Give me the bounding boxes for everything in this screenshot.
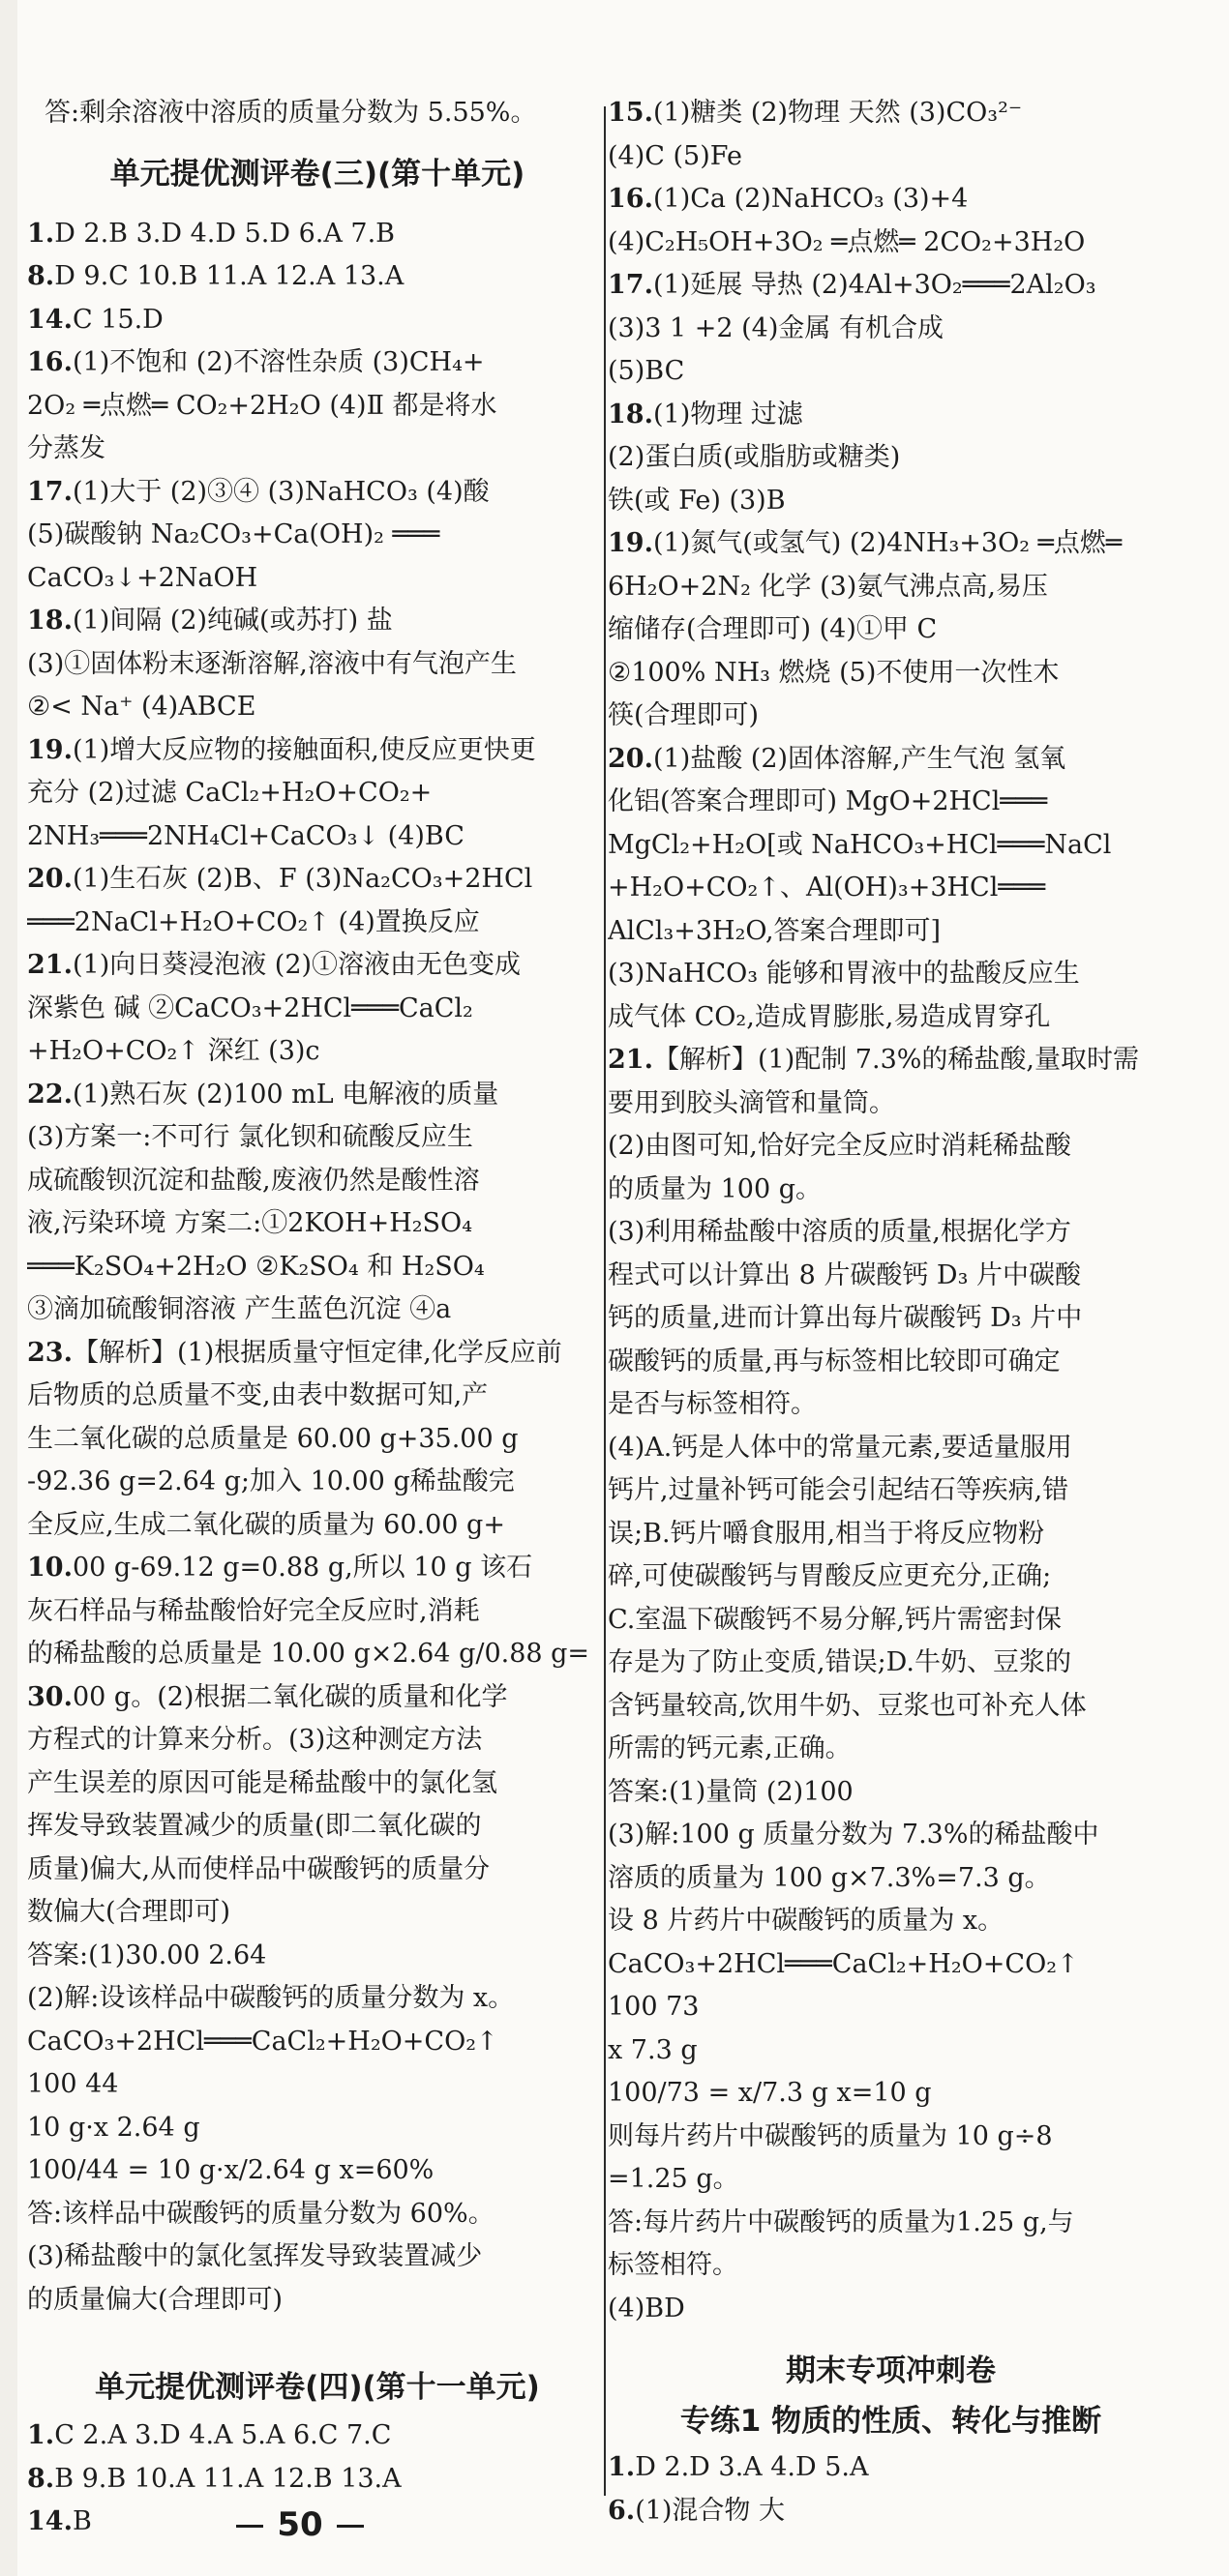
answer-line: 碎,可使碳酸钙与胃酸反应更充分,正确; xyxy=(608,1561,1052,1591)
answer-line: 2O₂ ═点燃═ CO₂+2H₂O (4)Ⅱ 都是将水 xyxy=(27,390,497,421)
answer-line: =1.25 g。 xyxy=(608,2164,739,2194)
answer-line: 答案:(1)30.00 2.64 xyxy=(27,1939,267,1970)
answer-line: 后物质的总质量不变,由表中数据可知,产 xyxy=(27,1380,489,1410)
answer-line: 产生误差的原因可能是稀盐酸中的氯化氢 xyxy=(27,1767,497,1798)
answer-line: 筷(合理即可) xyxy=(608,700,760,730)
answer-line: 存是为了防止变质,错误;D.牛奶、豆浆的 xyxy=(608,1647,1071,1677)
answer-line: 18.(1)物理 过滤 xyxy=(608,399,803,429)
answer-line: (3)NaHCO₃ 能够和胃液中的盐酸反应生 xyxy=(608,959,1080,989)
answer-line: 深紫色 碱 ②CaCO₃+2HCl═══CaCl₂ xyxy=(27,992,473,1023)
answer-line: 1.D 2.D 3.A 4.D 5.A xyxy=(608,2452,869,2482)
answer-line: +H₂O+CO₂↑ 深红 (3)c xyxy=(27,1036,320,1066)
answer-line: C.室温下碳酸钙不易分解,钙片需密封保 xyxy=(608,1604,1062,1635)
answer-line: 20.(1)生石灰 (2)B、F (3)Na₂CO₃+2HCl xyxy=(27,864,533,894)
answer-line: 答:该样品中碳酸钙的质量分数为 60%。 xyxy=(27,2198,495,2229)
answer-line: ②100% NH₃ 燃烧 (5)不使用一次性木 xyxy=(608,657,1060,688)
answer-line: 10 g·x 2.64 g xyxy=(27,2112,200,2143)
page-number xyxy=(0,2505,600,2544)
answer-line: 8.B 9.B 10.A 11.A 12.B 13.A xyxy=(27,2463,402,2494)
section3-title: 单元提优测评卷(三)(第十单元) xyxy=(109,156,525,192)
answer-line: x 7.3 g xyxy=(608,2034,698,2065)
right-column xyxy=(608,92,1174,2532)
answer-line: 挥发导致装置减少的质量(即二氧化碳的 xyxy=(27,1811,482,1841)
answer-line: 溶质的质量为 100 g×7.3%=7.3 g。 xyxy=(608,1862,1051,1893)
answer-line: 30.00 g。(2)根据二氧化碳的质量和化学 xyxy=(27,1681,508,1712)
section4-title: 单元提优测评卷(四)(第十一单元) xyxy=(95,2370,540,2405)
answer-line: 16.(1)Ca (2)NaHCO₃ (3)+4 xyxy=(608,184,969,214)
answer-line: 成气体 CO₂,造成胃膨胀,易造成胃穿孔 xyxy=(608,1001,1051,1032)
binding-margin xyxy=(0,0,17,2576)
answer-line: (4)C (5)Fe xyxy=(608,140,742,171)
section3-answers xyxy=(27,213,608,2323)
answer-line: 20.(1)盐酸 (2)固体溶解,产生气泡 氢氧 xyxy=(608,743,1066,774)
answer-line: (3)解:100 g 质量分数为 7.3%的稀盐酸中 xyxy=(608,1820,1099,1850)
answer-line: 19.(1)增大反应物的接触面积,使反应更快更 xyxy=(27,734,536,765)
answer-line: 方程式的计算来分析。(3)这种测定方法 xyxy=(27,1725,483,1755)
answer-line: 全反应,生成二氧化碳的质量为 60.00 g+ xyxy=(27,1509,505,1540)
answer-line: 误;B.钙片嚼食服用,相当于将反应物粉 xyxy=(608,1518,1045,1549)
answer-line: 14.C 15.D xyxy=(27,304,164,335)
answer-line: 化铝(答案合理即可) MgO+2HCl═══ xyxy=(608,786,1048,816)
answer-line: 1.D 2.B 3.D 4.D 5.D 6.A 7.B xyxy=(27,218,396,249)
answer-line: (3)稀盐酸中的氯化氢挥发导致装置减少 xyxy=(27,2241,483,2271)
answer-line: ═══2NaCl+H₂O+CO₂↑ (4)置换反应 xyxy=(27,906,480,937)
answer-line: 则每片药片中碳酸钙的质量为 10 g÷8 xyxy=(608,2120,1053,2151)
answer-line: MgCl₂+H₂O[或 NaHCO₃+HCl═══NaCl xyxy=(608,829,1112,860)
right-answers xyxy=(608,92,1174,2330)
answer-line: 的稀盐酸的总质量是 10.00 g×2.64 g/0.88 g= xyxy=(27,1639,590,1669)
answer-line: 17.(1)大于 (2)③④ (3)NaHCO₃ (4)酸 xyxy=(27,476,490,507)
final-answers xyxy=(608,2446,1174,2532)
answer-line: 缩储存(合理即可) (4)①甲 C xyxy=(608,614,938,644)
answer-line: 21.【解析】(1)配制 7.3%的稀盐酸,量取时需 xyxy=(608,1045,1139,1075)
answer-line: 质量)偏大,从而使样品中碳酸钙的质量分 xyxy=(27,1853,491,1884)
answer-line: (5)BC xyxy=(608,356,685,386)
answer-line: 的质量偏大(合理即可) xyxy=(27,2284,284,2315)
answer-line: 生二氧化碳的总质量是 60.00 g+35.00 g xyxy=(27,1423,519,1454)
answer-line: AlCl₃+3H₂O,答案合理即可] xyxy=(608,915,942,946)
answer-line: +H₂O+CO₂↑、Al(OH)₃+3HCl═══ xyxy=(608,873,1046,903)
answer-line: 分蒸发 xyxy=(27,433,105,463)
answer-line: 钙的质量,进而计算出每片碳酸钙 D₃ 片中 xyxy=(608,1303,1083,1333)
answer-line: (5)碳酸钠 Na₂CO₃+Ca(OH)₂ ═══ xyxy=(27,519,440,549)
answer-line: 100 44 xyxy=(27,2069,119,2099)
answer-line: 15.(1)糖类 (2)物理 天然 (3)CO₃²⁻ xyxy=(608,98,1023,128)
answer-line: 充分 (2)过滤 CaCl₂+H₂O+CO₂+ xyxy=(27,778,433,808)
column-divider xyxy=(604,106,606,2496)
answer-line: 液,污染环境 方案二:①2KOH+H₂SO₄ xyxy=(27,1208,473,1238)
answer-line: 14.B xyxy=(27,2506,92,2536)
answer-line: -92.36 g=2.64 g;加入 10.00 g稀盐酸完 xyxy=(27,1466,515,1496)
answer-line: (3)利用稀盐酸中溶质的质量,根据化学方 xyxy=(608,1217,1071,1247)
answer-line: 17.(1)延展 导热 (2)4Al+3O₂═══2Al₂O₃ xyxy=(608,270,1096,300)
intro-line: 答:剩余溶液中溶质的质量分数为 5.55%。 xyxy=(45,98,537,128)
answer-line: 含钙量较高,饮用牛奶、豆浆也可补充人体 xyxy=(608,1690,1087,1721)
answer-line: 铁(或 Fe) (3)B xyxy=(608,485,786,516)
answer-line: CaCO₃+2HCl═══CaCl₂+H₂O+CO₂↑ xyxy=(608,1948,1079,1979)
answer-line: 设 8 片药片中碳酸钙的质量为 x。 xyxy=(608,1906,1004,1936)
answer-line: 21.(1)向日葵浸泡液 (2)①溶液由无色变成 xyxy=(27,950,522,980)
answer-line: (2)由图可知,恰好完全反应时消耗稀盐酸 xyxy=(608,1131,1071,1161)
answer-line: ═══K₂SO₄+2H₂O ②K₂SO₄ 和 H₂SO₄ xyxy=(27,1251,485,1282)
answer-line: 答:每片药片中碳酸钙的质量为1.25 g,与 xyxy=(608,2206,1074,2237)
page-number-text: 50 xyxy=(277,2505,323,2544)
answer-line: (2)蛋白质(或脂肪或糖类) xyxy=(608,442,901,472)
answer-line: 22.(1)熟石灰 (2)100 mL 电解液的质量 xyxy=(27,1079,499,1110)
answer-line: 碳酸钙的质量,再与标签相比较即可确定 xyxy=(608,1346,1061,1377)
answer-line: 2NH₃═══2NH₄Cl+CaCO₃↓ (4)BC xyxy=(27,820,465,851)
answer-line: 灰石样品与稀盐酸恰好完全反应时,消耗 xyxy=(27,1595,480,1626)
answer-line: (4)A.钙是人体中的常量元素,要适量服用 xyxy=(608,1432,1072,1463)
answer-line: 100/44 = 10 g·x/2.64 g x=60% xyxy=(27,2155,435,2185)
answer-line: 16.(1)不饱和 (2)不溶性杂质 (3)CH₄+ xyxy=(27,347,485,377)
answer-line: 100/73 = x/7.3 g x=10 g xyxy=(608,2078,932,2108)
answer-line: 成硫酸钡沉淀和盐酸,废液仍然是酸性溶 xyxy=(27,1165,480,1196)
answer-line: 要用到胶头滴管和量筒。 xyxy=(608,1087,895,1118)
answer-line: 6H₂O+2N₂ 化学 (3)氨气沸点高,易压 xyxy=(608,571,1048,602)
answer-line: 是否与标签相符。 xyxy=(608,1389,817,1419)
answer-line: 所需的钙元素,正确。 xyxy=(608,1733,852,1763)
answer-line: ③滴加硫酸铜溶液 产生蓝色沉淀 ④a xyxy=(27,1294,452,1324)
dash-right xyxy=(337,2525,364,2528)
answer-line: (3)①固体粉末逐渐溶解,溶液中有气泡产生 xyxy=(27,648,517,679)
answer-line: (4)C₂H₅OH+3O₂ ═点燃═ 2CO₂+3H₂O xyxy=(608,226,1086,257)
final-subtitle: 专练1 物质的性质、转化与推断 xyxy=(679,2404,1102,2439)
answer-line: 8.D 9.C 10.B 11.A 12.A 13.A xyxy=(27,261,405,291)
answer-line: (4)BD xyxy=(608,2293,685,2324)
final-title: 期末专项冲刺卷 xyxy=(786,2354,996,2388)
answer-line: 23.【解析】(1)根据质量守恒定律,化学反应前 xyxy=(27,1337,562,1368)
answer-line: 答案:(1)量筒 (2)100 xyxy=(608,1776,854,1807)
answer-line: 标签相符。 xyxy=(608,2250,738,2280)
answer-line: 19.(1)氮气(或氢气) (2)4NH₃+3O₂ ═点燃═ xyxy=(608,528,1123,558)
answer-line: 数偏大(合理即可) xyxy=(27,1897,231,1927)
answer-line: ②< Na⁺ (4)ABCE xyxy=(27,692,256,722)
answer-line: (3)方案一:不可行 氯化钡和硫酸反应生 xyxy=(27,1122,473,1152)
answer-line: CaCO₃↓+2NaOH xyxy=(27,562,258,593)
answer-line: 钙片,过量补钙可能会引起结石等疾病,错 xyxy=(608,1475,1069,1505)
answer-line: (3)3 1 +2 (4)金属 有机合成 xyxy=(608,312,944,343)
answer-line: 10.00 g-69.12 g=0.88 g,所以 10 g 该石 xyxy=(27,1553,533,1583)
answer-line: CaCO₃+2HCl═══CaCl₂+H₂O+CO₂↑ xyxy=(27,2026,498,2057)
answer-line: 100 73 xyxy=(608,1992,700,2022)
dash-left xyxy=(236,2525,263,2528)
answer-line: 6.(1)混合物 大 xyxy=(608,2495,786,2526)
answer-line: 程式可以计算出 8 片碳酸钙 D₃ 片中碳酸 xyxy=(608,1259,1081,1290)
answer-line: 1.C 2.A 3.D 4.A 5.A 6.C 7.C xyxy=(27,2420,392,2450)
answer-line: 18.(1)间隔 (2)纯碱(或苏打) 盐 xyxy=(27,606,393,636)
answer-line: (2)解:设该样品中碳酸钙的质量分数为 x。 xyxy=(27,1983,515,2013)
left-column xyxy=(27,92,608,2544)
answer-line: 的质量为 100 g。 xyxy=(608,1173,822,1204)
